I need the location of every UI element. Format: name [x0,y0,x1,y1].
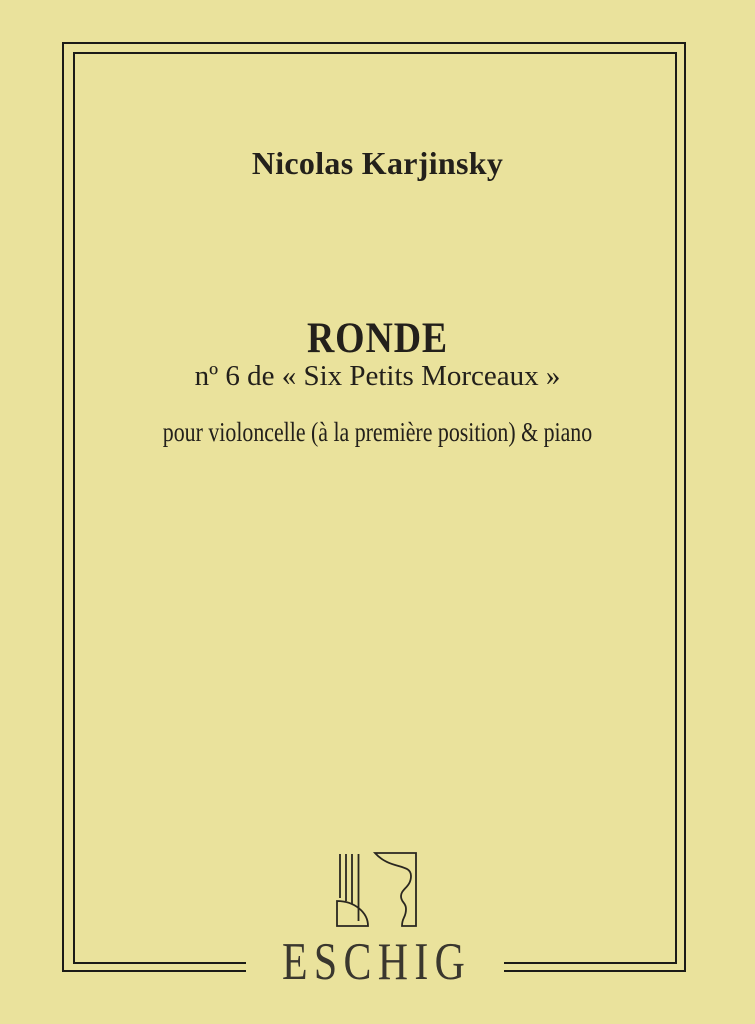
eschig-logo-icon [333,849,423,931]
publisher-plaque [246,933,504,1005]
work-subtitle: nº 6 de « Six Petits Morceaux » [194,360,561,392]
publisher-wordmark: ESCHIG [282,933,472,991]
work-title: RONDE [306,315,449,362]
logo-body-shape [375,853,416,926]
composer-name: Nicolas Karjinsky [251,145,504,181]
instrumentation-line: pour violoncelle (à la première position) & piano [162,417,593,447]
inner-frame-rule [73,52,677,964]
logo-fan-shape [337,901,368,926]
